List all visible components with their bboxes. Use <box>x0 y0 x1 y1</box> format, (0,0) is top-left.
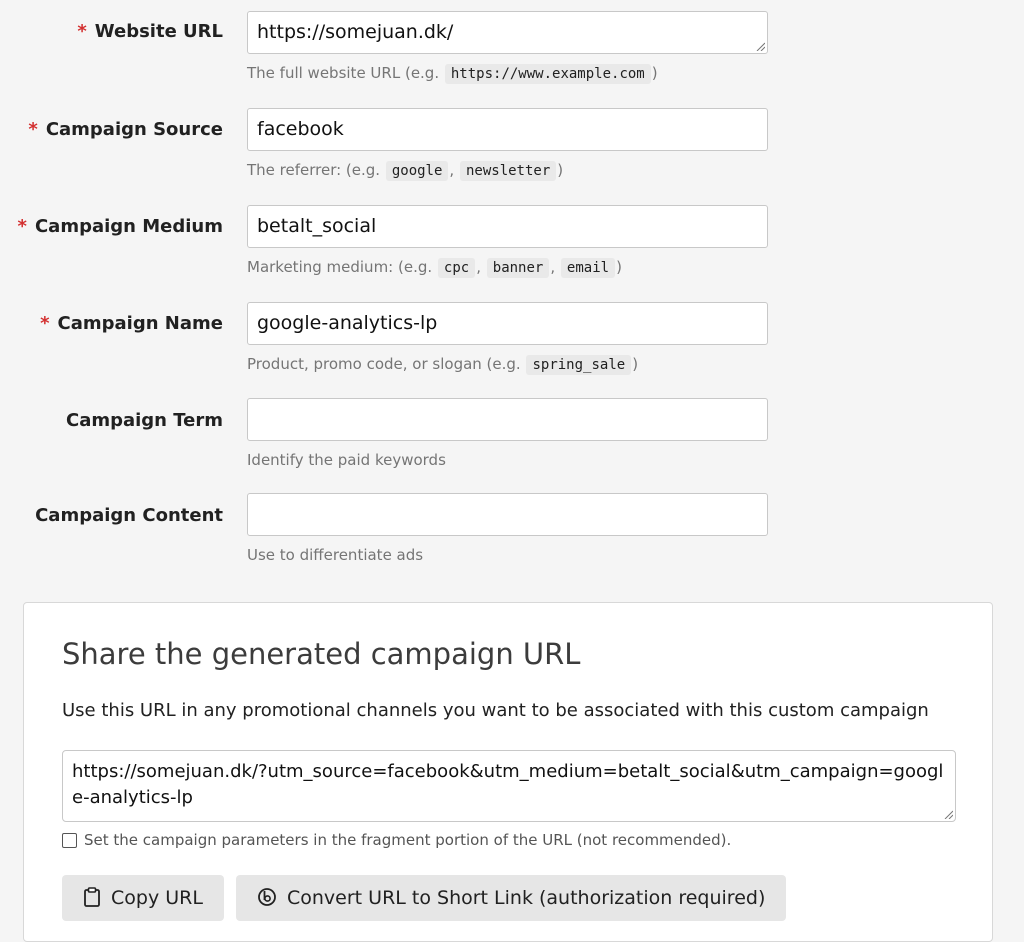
copy-url-button[interactable]: Copy URL <box>62 875 224 921</box>
website-url-input[interactable]: https://somejuan.dk/ <box>247 11 768 54</box>
bitly-icon <box>257 878 277 924</box>
generated-url-textarea[interactable]: https://somejuan.dk/?utm_source=facebook&utm_medium=betalt_social&utm_campaign=google-analytics-lp <box>62 750 956 822</box>
campaign-content-input[interactable] <box>247 493 768 536</box>
share-url-panel <box>23 602 993 942</box>
required-marker: * <box>28 119 38 140</box>
campaign-name-input[interactable]: google-analytics-lp <box>247 302 768 345</box>
share-panel-description: Use this URL in any promotional channels you want to be associated with this custom campaign <box>62 700 929 721</box>
campaign-source-input[interactable]: facebook <box>247 108 768 151</box>
share-panel-title: Share the generated campaign URL <box>62 637 581 671</box>
fragment-checkbox-label: Set the campaign parameters in the fragment portion of the URL (not recommended). <box>84 831 732 849</box>
clipboard-icon <box>83 878 101 924</box>
campaign-medium-input[interactable]: betalt_social <box>247 205 768 248</box>
campaign-content-hint: Use to differentiate ads <box>247 546 424 564</box>
convert-short-link-button[interactable]: Convert URL to Short Link (authorization required) <box>236 875 786 921</box>
resize-grip-icon[interactable] <box>943 809 953 819</box>
required-marker: * <box>77 21 87 42</box>
campaign-name-hint: Product, promo code, or slogan (e.g. spring_sale ) <box>247 355 639 373</box>
website-url-hint: The full website URL (e.g. https://www.example.com ) <box>247 64 658 82</box>
website-url-label: * Website URL <box>77 21 223 42</box>
resize-grip-icon[interactable] <box>755 41 765 51</box>
campaign-source-hint: The referrer: (e.g. google , newsletter ) <box>247 161 564 179</box>
example-code: email <box>561 258 615 278</box>
required-marker: * <box>40 313 50 334</box>
campaign-term-hint: Identify the paid keywords <box>247 451 446 469</box>
fragment-checkbox[interactable] <box>62 833 77 848</box>
example-code: newsletter <box>460 161 556 181</box>
required-marker: * <box>17 216 27 237</box>
campaign-source-label: * Campaign Source <box>28 119 223 140</box>
separator: , <box>476 258 481 276</box>
campaign-name-label: * Campaign Name <box>40 313 223 334</box>
example-code: https://www.example.com <box>445 64 651 84</box>
campaign-content-label: Campaign Content <box>35 505 223 526</box>
example-code: banner <box>487 258 550 278</box>
fragment-option[interactable] <box>62 831 731 849</box>
campaign-medium-label: * Campaign Medium <box>17 216 223 237</box>
example-code: google <box>386 161 449 181</box>
example-code: spring_sale <box>526 355 631 375</box>
separator: , <box>449 161 455 179</box>
campaign-term-label: Campaign Term <box>65 410 223 431</box>
campaign-term-input[interactable] <box>247 398 768 441</box>
example-code: cpc <box>438 258 475 278</box>
separator: , <box>550 258 556 276</box>
campaign-medium-hint: Marketing medium: (e.g. cpc , banner , email ) <box>247 258 622 276</box>
